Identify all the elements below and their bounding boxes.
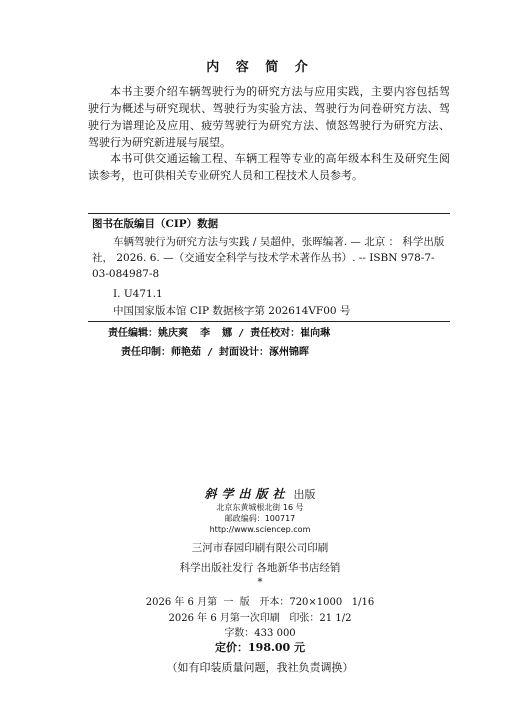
price: 定价：198.00 元 [215,641,305,654]
publisher-line [0,485,520,502]
printer-info: 三河市春园印刷有限公司印刷 [191,542,329,554]
editor-credits: 责任编辑：姚庆爽 李 娜 / 责任校对：崔向琳 [108,328,331,339]
quality-notice: （如有印装质量问题，我社负责调换） [166,661,354,674]
separator-star: * [257,577,263,588]
synopsis-title: 内 容 简 介 [206,60,314,75]
printing-info: 2026 年 6 月第一次印刷 印张：21 1/2 [168,613,352,624]
publisher-logo: 斜学出版社 [204,487,290,501]
publisher-website: http://www.sciencep.com [209,525,311,534]
cip-bottom-divider [88,321,450,322]
cip-top-divider [88,213,450,214]
synopsis-paragraph-1: 本书主要介绍车辆驾驶行为的研究方法与应用实践，主要内容包括驾驶行为概述与研究现状、驾驶行为实验方法、驾驶行为问卷研究方法、驾驶行为谱理论及应用、疲劳驾驶行为研究方法、愤怒驾驶行为研究方法、驾驶行为研究新进展与展望。 [88,85,450,149]
word-count: 字数：433 000 [224,628,296,639]
cip-classification: Ⅰ. U471.1 [113,288,163,300]
distribution-info: 科学出版社发行 各地新华书店经销 [179,562,341,574]
production-credits: 责任印制：师艳茹 / 封面设计：涿州锦晖 [121,347,310,358]
publisher-address: 北京东黄城根北街 16 号 [216,503,304,512]
cip-record: 车辆驾驶行为研究方法与实践 / 吴超仲，张晖编著. — 北京 ： 科学出版社， 2026. 6. —（交通安全科学与技术学术著作丛书）. -- ISBN 978-7-03-084987-8 [92,236,445,280]
cip-number: 中国国家版本馆 CIP 数据核字第 202614VF00 号 [113,305,351,317]
edition-info: 2026 年 6 月第 一 版 开本：720×1000 1/16 [145,597,375,608]
publisher-suffix: 出版 [293,488,316,501]
cip-heading: 图书在版编目（CIP）数据 [92,218,219,230]
synopsis-paragraph-2: 本书可供交通运输工程、车辆工程等专业的高年级本科生及研究生阅读参考，也可供相关专业研究人员和工程技术人员参考。 [88,152,450,182]
publisher-postcode: 邮政编码：100717 [224,514,296,523]
